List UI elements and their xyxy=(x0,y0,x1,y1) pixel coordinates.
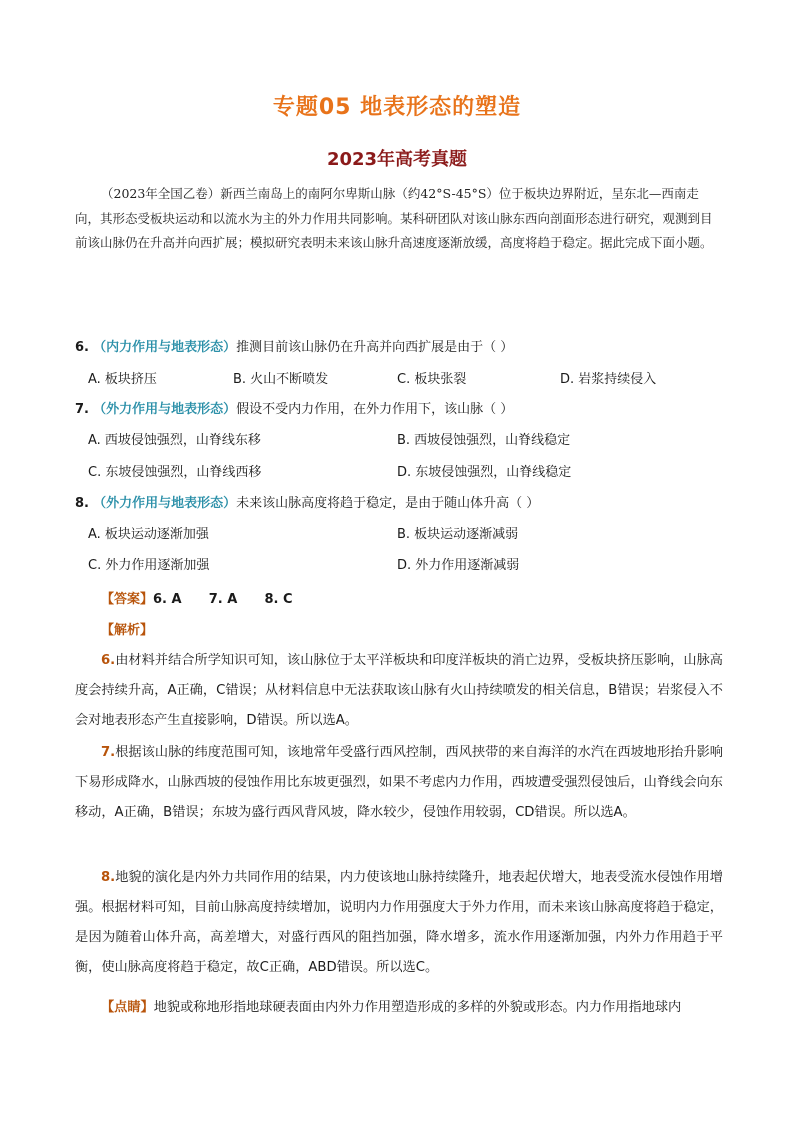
question-number: 8. xyxy=(75,496,89,511)
key-point-text: 地貌或称地形指地球硬表面由内外力作用塑造形成的多样的外貌或形态。内力作用指地球内 xyxy=(153,1000,682,1015)
analysis-number: 7. xyxy=(101,745,116,760)
answer-text: 6. A 7. A 8. C xyxy=(153,592,293,607)
question-8 xyxy=(75,494,735,514)
option-7c: C. 东坡侵蚀强烈，山脊线西移 xyxy=(88,465,262,480)
option-6c: C. 板块张裂 xyxy=(397,372,467,387)
option-6d: D. 岩浆持续侵入 xyxy=(560,372,657,387)
question-stem: 假设不受内力作用，在外力作用下，该山脉（ ） xyxy=(236,402,514,417)
analysis-6 xyxy=(75,646,723,736)
analysis-text: 由材料并结合所学知识可知，该山脉位于太平洋板块和印度洋板块的消亡边界，受板块挤压影响，山脉高度会持续升高，A正确，C错误；从材料信息中无法获取该山脉有火山持续喷发的相关信息，B错误；岩浆侵入不会对地表形态产生直接影响，D错误。所以选A。 xyxy=(75,653,723,728)
option-6b: B. 火山不断喷发 xyxy=(233,372,329,387)
question-number: 6. xyxy=(75,340,89,355)
analysis-8 xyxy=(75,863,723,983)
option-7d: D. 东坡侵蚀强烈，山脊线稳定 xyxy=(397,465,572,480)
question-stem: 推测目前该山脉仍在升高并向西扩展是由于（ ） xyxy=(236,340,514,355)
intro-passage: （2023年全国乙卷）新西兰南岛上的南阿尔卑斯山脉（约42°S-45°S）位于板块边界附近，呈东北—西南走向，其形态受板块运动和以流水为主的外力作用共同影响。某科研团队对该山脉东西向剖面形态进行研究，观测到目前该山脉仍在升高并向西扩展；模拟研究表明未来该山脉升高速度逐渐放缓，高度将趋于稳定。据此完成下面小题。 xyxy=(75,186,713,250)
analysis-heading xyxy=(101,619,153,638)
page-title: 专题05 地表形态的塑造 xyxy=(272,95,522,120)
answer-label: 【答案】 xyxy=(101,592,154,607)
option-8d: D. 外力作用逐渐减弱 xyxy=(397,558,520,573)
analysis-7 xyxy=(75,738,723,828)
question-topic: （外力作用与地表形态） xyxy=(93,496,237,511)
option-8c: C. 外力作用逐渐加强 xyxy=(88,558,210,573)
key-point xyxy=(75,993,723,1023)
question-6 xyxy=(75,338,735,358)
analysis-label: 【解析】 xyxy=(101,623,154,638)
question-7 xyxy=(75,400,735,420)
answer-line xyxy=(101,588,293,607)
option-7a: A. 西坡侵蚀强烈，山脊线东移 xyxy=(88,433,261,448)
key-point-label: 【点睛】 xyxy=(101,1000,154,1015)
option-8a: A. 板块运动逐渐加强 xyxy=(88,527,209,542)
option-6a: A. 板块挤压 xyxy=(88,372,157,387)
question-number: 7. xyxy=(75,402,89,417)
option-8b: B. 板块运动逐渐减弱 xyxy=(397,527,519,542)
question-stem: 未来该山脉高度将趋于稳定，是由于随山体升高（ ） xyxy=(236,496,540,511)
page-subtitle: 2023年高考真题 xyxy=(326,149,468,170)
question-topic: （外力作用与地表形态） xyxy=(93,402,237,417)
option-7b: B. 西坡侵蚀强烈，山脊线稳定 xyxy=(397,433,571,448)
analysis-number: 8. xyxy=(101,870,116,885)
question-topic: （内力作用与地表形态） xyxy=(93,340,237,355)
analysis-text: 根据该山脉的纬度范围可知，该地常年受盛行西风控制，西风挟带的来自海洋的水汽在西坡地形抬升影响下易形成降水，山脉西坡的侵蚀作用比东坡更强烈，如果不考虑内力作用，西坡遭受强烈侵蚀后，山脊线会向东移动，A正确，B错误；东坡为盛行西风背风坡，降水较少，侵蚀作用较弱，CD错误。所以选A。 xyxy=(75,745,723,820)
analysis-text: 地貌的演化是内外力共同作用的结果，内力使该地山脉持续隆升，地表起伏增大，地表受流水侵蚀作用增强。根据材料可知，目前山脉高度持续增加，说明内力作用强度大于外力作用，而未来该山脉高度将趋于稳定，是因为随着山体升高，高差增大，对盛行西风的阻挡加强，降水增多，流水作用逐渐加强，内外力作用趋于平衡，使山脉高度将趋于稳定，故C正确，ABD错误。所以选C。 xyxy=(75,870,723,975)
analysis-number: 6. xyxy=(101,653,116,668)
